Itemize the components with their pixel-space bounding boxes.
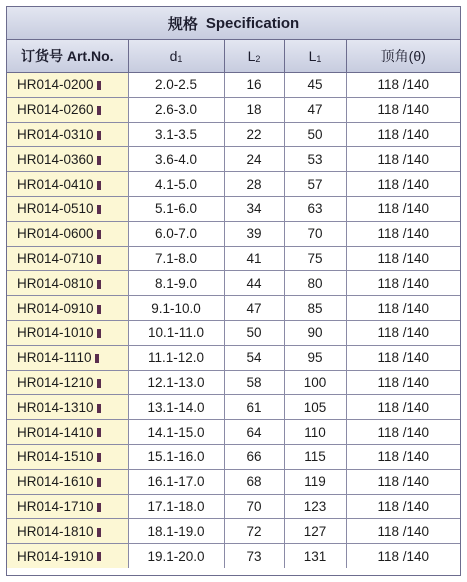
cell-angle: 118 /140	[346, 271, 460, 296]
cell-l2: 61	[224, 395, 284, 420]
cell-art-no: HR014-1210	[7, 370, 128, 395]
cell-angle: 118 /140	[346, 370, 460, 395]
cell-l1: 95	[284, 345, 346, 370]
table-title	[7, 7, 460, 40]
table-row	[7, 271, 460, 296]
row-marker-icon	[97, 404, 101, 413]
cell-art-no: HR014-0510	[7, 196, 128, 221]
table-row	[7, 395, 460, 420]
cell-l1: 47	[284, 97, 346, 122]
row-marker-icon	[97, 230, 101, 239]
cell-l1: 127	[284, 519, 346, 544]
row-marker-icon	[97, 205, 101, 214]
cell-l1: 105	[284, 395, 346, 420]
row-marker-icon	[97, 453, 101, 462]
cell-angle: 118 /140	[377, 548, 430, 564]
cell-l2: 24	[224, 147, 284, 172]
cell-l2: 72	[224, 519, 284, 544]
cell-l2: 54	[224, 345, 284, 370]
cell-art-no: HR014-1410	[7, 420, 128, 445]
table-row	[7, 296, 460, 321]
header-angle: 顶角(θ)	[346, 40, 460, 73]
cell-angle: 118 /140	[346, 147, 460, 172]
table-row	[7, 370, 460, 395]
cell-l2: 16	[224, 73, 284, 98]
cell-l1: 90	[284, 320, 346, 345]
header-d1: d1	[128, 40, 224, 73]
cell-art-no: HR014-0360	[7, 147, 128, 172]
cell-l1: 63	[284, 196, 346, 221]
cell-l1: 110	[284, 420, 346, 445]
cell-angle: 118 /140	[346, 469, 460, 494]
row-marker-icon	[97, 528, 101, 537]
cell-d1: 13.1-14.0	[128, 395, 224, 420]
row-marker-icon	[97, 106, 101, 115]
cell-l2: 73	[224, 544, 284, 568]
row-marker-icon	[97, 305, 101, 314]
cell-l1: 115	[284, 444, 346, 469]
row-marker-icon	[97, 156, 101, 165]
cell-l2: 64	[224, 420, 284, 445]
header-row	[7, 40, 460, 73]
row-marker-icon	[97, 552, 101, 561]
cell-l1: 100	[284, 370, 346, 395]
cell-l1: 75	[284, 246, 346, 271]
table-row	[7, 420, 460, 445]
cell-l1: 80	[284, 271, 346, 296]
cell-art-no: HR014-1510	[7, 444, 128, 469]
cell-d1: 4.1-5.0	[128, 172, 224, 197]
cell-d1: 11.1-12.0	[128, 345, 224, 370]
cell-angle: 118 /140	[346, 345, 460, 370]
cell-l1: 57	[284, 172, 346, 197]
cell-art-no: HR014-0260	[7, 97, 128, 122]
row-marker-icon	[97, 81, 101, 90]
header-art-no: 订货号 Art.No.	[7, 40, 128, 73]
cell-l1: 123	[284, 494, 346, 519]
cell-l2: 41	[224, 246, 284, 271]
cell-l2: 34	[224, 196, 284, 221]
cell-d1: 16.1-17.0	[128, 469, 224, 494]
table-body	[7, 73, 460, 568]
row-marker-icon	[97, 181, 101, 190]
cell-l2: 70	[224, 494, 284, 519]
table-row	[7, 246, 460, 271]
cell-l2: 66	[224, 444, 284, 469]
cell-l1: 53	[284, 147, 346, 172]
cell-art-no: HR014-0200	[7, 73, 128, 98]
cell-l2: 58	[224, 370, 284, 395]
table-row	[7, 172, 460, 197]
row-marker-icon	[97, 379, 101, 388]
cell-angle: 118 /140	[346, 221, 460, 246]
cell-l2: 68	[224, 469, 284, 494]
cell-art-no: HR014-0810	[7, 271, 128, 296]
cell-d1: 14.1-15.0	[128, 420, 224, 445]
cell-l2: 18	[224, 97, 284, 122]
table-row	[7, 122, 460, 147]
cell-angle: 118 /140	[346, 196, 460, 221]
header-l2: L2	[224, 40, 284, 73]
table-row	[7, 544, 460, 568]
cell-art-no: HR014-1910	[7, 544, 128, 568]
cell-l1: 50	[284, 122, 346, 147]
cell-art-no: HR014-0710	[7, 246, 128, 271]
cell-art-no: HR014-1710	[7, 494, 128, 519]
cell-d1: 18.1-19.0	[128, 519, 224, 544]
table-row	[7, 469, 460, 494]
cell-d1: 6.0-7.0	[128, 221, 224, 246]
cell-d1: 10.1-11.0	[128, 320, 224, 345]
cell-l2: 50	[224, 320, 284, 345]
cell-l1: 70	[284, 221, 346, 246]
cell-d1: 8.1-9.0	[128, 271, 224, 296]
cell-angle: 118 /140	[346, 296, 460, 321]
table-row	[7, 196, 460, 221]
row-marker-icon	[97, 131, 101, 140]
cell-l2: 22	[224, 122, 284, 147]
cell-angle: 118 /140	[346, 494, 460, 519]
cell-art-no: HR014-1810	[7, 519, 128, 544]
row-marker-icon	[97, 428, 101, 437]
header-l1: L1	[284, 40, 346, 73]
cell-d1: 7.1-8.0	[128, 246, 224, 271]
cell-l2: 39	[224, 221, 284, 246]
cell-l2: 47	[224, 296, 284, 321]
cell-art-no: HR014-0600	[7, 221, 128, 246]
row-marker-icon	[97, 329, 101, 338]
cell-angle: 118 /140	[346, 420, 460, 445]
cell-art-no: HR014-1310	[7, 395, 128, 420]
cell-d1: 3.6-4.0	[128, 147, 224, 172]
cell-angle: 118 /140	[346, 395, 460, 420]
cell-art-no: HR014-1610	[7, 469, 128, 494]
cell-d1: 9.1-10.0	[128, 296, 224, 321]
table-row	[7, 494, 460, 519]
table-title-cn: 规格	[167, 15, 198, 33]
cell-art-no: HR014-0310	[7, 122, 128, 147]
cell-d1: 2.0-2.5	[128, 73, 224, 98]
specification-table	[7, 40, 460, 568]
cell-angle: 118 /140	[346, 320, 460, 345]
cell-art-no: HR014-1010	[7, 320, 128, 345]
table-row	[7, 345, 460, 370]
cell-l2: 44	[224, 271, 284, 296]
table-row	[7, 97, 460, 122]
table-title-en: Specification	[205, 14, 300, 32]
table-row	[7, 519, 460, 544]
table-row	[7, 147, 460, 172]
cell-angle: 118 /140	[346, 246, 460, 271]
row-marker-icon	[97, 478, 101, 487]
row-marker-icon	[97, 280, 101, 289]
cell-art-no: HR014-1110	[7, 345, 128, 370]
cell-angle: 118 /140	[346, 444, 460, 469]
table-row	[7, 221, 460, 246]
table-row	[7, 73, 460, 98]
cell-d1: 3.1-3.5	[128, 122, 224, 147]
cell-angle: 118 /140	[346, 97, 460, 122]
row-marker-icon	[95, 354, 99, 363]
table-row	[7, 444, 460, 469]
cell-d1: 15.1-16.0	[128, 444, 224, 469]
table-row	[7, 320, 460, 345]
cell-d1: 19.1-20.0	[128, 544, 224, 568]
cell-d1: 17.1-18.0	[128, 494, 224, 519]
specification-table-frame	[6, 6, 461, 576]
cell-l2: 28	[224, 172, 284, 197]
cell-art-no: HR014-0410	[7, 172, 128, 197]
cell-angle: 118 /140	[346, 122, 460, 147]
row-marker-icon	[97, 503, 101, 512]
cell-angle: 118 /140	[346, 73, 460, 98]
cell-l1: 85	[284, 296, 346, 321]
cell-d1: 2.6-3.0	[128, 97, 224, 122]
cell-d1: 5.1-6.0	[128, 196, 224, 221]
row-marker-icon	[97, 255, 101, 264]
cell-angle: 118 /140	[346, 519, 460, 544]
cell-d1: 12.1-13.0	[128, 370, 224, 395]
cell-l1: 119	[284, 469, 346, 494]
cell-l1: 131	[284, 544, 346, 568]
cell-angle: 118 /140	[346, 172, 460, 197]
cell-l1: 45	[284, 73, 346, 98]
cell-art-no: HR014-0910	[7, 296, 128, 321]
